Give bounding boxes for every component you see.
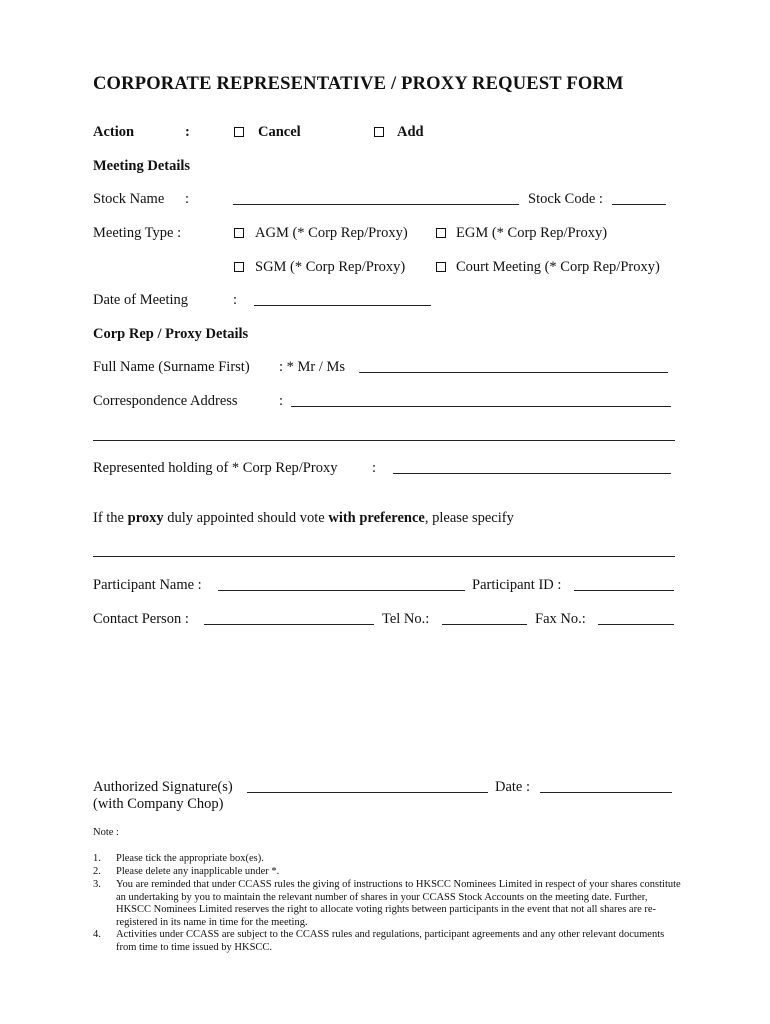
- meeting-details-heading: Meeting Details: [93, 158, 191, 174]
- note-text: Please delete any inapplicable under *.: [116, 866, 280, 877]
- address-label: Correspondence Address: [93, 393, 238, 409]
- tel-label: Tel No.:: [382, 611, 430, 627]
- participant-id-field[interactable]: [574, 590, 674, 591]
- preference-text-part: duly appointed should vote: [163, 510, 329, 526]
- contact-person-label: Contact Person :: [93, 611, 189, 627]
- address-field-line-1[interactable]: [291, 406, 671, 407]
- proxy-details-heading: Corp Rep / Proxy Details: [93, 326, 249, 342]
- signature-field[interactable]: [247, 792, 488, 793]
- preference-text-part: , please specify: [424, 510, 514, 526]
- egm-checkbox[interactable]: [436, 228, 446, 238]
- date-of-meeting-label: Date of Meeting: [93, 292, 189, 308]
- preference-text-part: If the: [93, 510, 128, 526]
- sgm-label: SGM (* Corp Rep/Proxy): [255, 259, 406, 275]
- full-name-label: Full Name (Surname First): [93, 359, 250, 375]
- notes-heading: Note :: [93, 827, 119, 838]
- fax-field[interactable]: [598, 624, 674, 625]
- court-meeting-label: Court Meeting (* Corp Rep/Proxy): [456, 259, 660, 275]
- note-text: Please tick the appropriate box(es).: [116, 853, 264, 864]
- signature-date-label: Date :: [495, 779, 531, 795]
- holding-colon: :: [372, 460, 377, 476]
- date-of-meeting-field[interactable]: [254, 305, 431, 306]
- contact-person-field[interactable]: [204, 624, 374, 625]
- meeting-type-label: Meeting Type :: [93, 225, 182, 241]
- sgm-checkbox[interactable]: [234, 262, 244, 272]
- holding-field[interactable]: [393, 473, 671, 474]
- note-number: 2.: [93, 866, 101, 877]
- agm-label: AGM (* Corp Rep/Proxy): [255, 225, 408, 241]
- add-label: Add: [397, 124, 424, 140]
- signature-date-field[interactable]: [540, 792, 672, 793]
- action-colon: :: [185, 124, 190, 140]
- note-text: You are reminded that under CCASS rules the giving of instructions to HKSCC Nominees Limited in respect of your shares constitute an undertaking by you to maintain the relevant number of shares in your CCASS Stock Accounts on the meeting date. Further, HKSCC Nominees Limited reserves the right to allocate voting rights between participants in the event that not all shares are re-registered in its name in time for the meeting.: [116, 879, 681, 928]
- stock-name-field[interactable]: [233, 204, 519, 205]
- date-of-meeting-colon: :: [233, 292, 238, 308]
- form-title: CORPORATE REPRESENTATIVE / PROXY REQUEST FORM: [93, 74, 624, 94]
- note-number: 1.: [93, 853, 101, 864]
- egm-label: EGM (* Corp Rep/Proxy): [456, 225, 608, 241]
- stock-name-colon: :: [185, 191, 190, 207]
- participant-id-label: Participant ID :: [472, 577, 562, 593]
- action-label: Action: [93, 124, 135, 140]
- stock-code-label: Stock Code :: [528, 191, 603, 207]
- cancel-label: Cancel: [258, 124, 301, 140]
- full-name-field[interactable]: [359, 372, 668, 373]
- preference-text: [93, 509, 514, 527]
- court-meeting-checkbox[interactable]: [436, 262, 446, 272]
- stock-name-label: Stock Name: [93, 191, 165, 207]
- note-number: 3.: [93, 879, 101, 890]
- agm-checkbox[interactable]: [234, 228, 244, 238]
- fax-label: Fax No.:: [535, 611, 586, 627]
- preference-with-preference-bold: with preference: [328, 510, 425, 526]
- cancel-checkbox[interactable]: [234, 127, 244, 137]
- stock-code-field[interactable]: [612, 204, 666, 205]
- note-text: Activities under CCASS are subject to the CCASS rules and regulations, participant agreements and any other relevant documents from time to time issued by HKSCC.: [116, 929, 665, 953]
- full-name-prefix: : * Mr / Ms: [279, 359, 346, 375]
- note-number: 4.: [93, 929, 101, 940]
- preference-proxy-bold: proxy: [127, 510, 164, 526]
- address-colon: :: [279, 393, 284, 409]
- participant-name-field[interactable]: [218, 590, 465, 591]
- signature-label: Authorized Signature(s): [93, 779, 233, 795]
- signature-sublabel: (with Company Chop): [93, 796, 224, 812]
- participant-name-label: Participant Name :: [93, 577, 202, 593]
- holding-label: Represented holding of * Corp Rep/Proxy: [93, 460, 338, 476]
- preference-field[interactable]: [93, 556, 675, 557]
- add-checkbox[interactable]: [374, 127, 384, 137]
- address-field-line-2[interactable]: [93, 440, 675, 441]
- tel-field[interactable]: [442, 624, 527, 625]
